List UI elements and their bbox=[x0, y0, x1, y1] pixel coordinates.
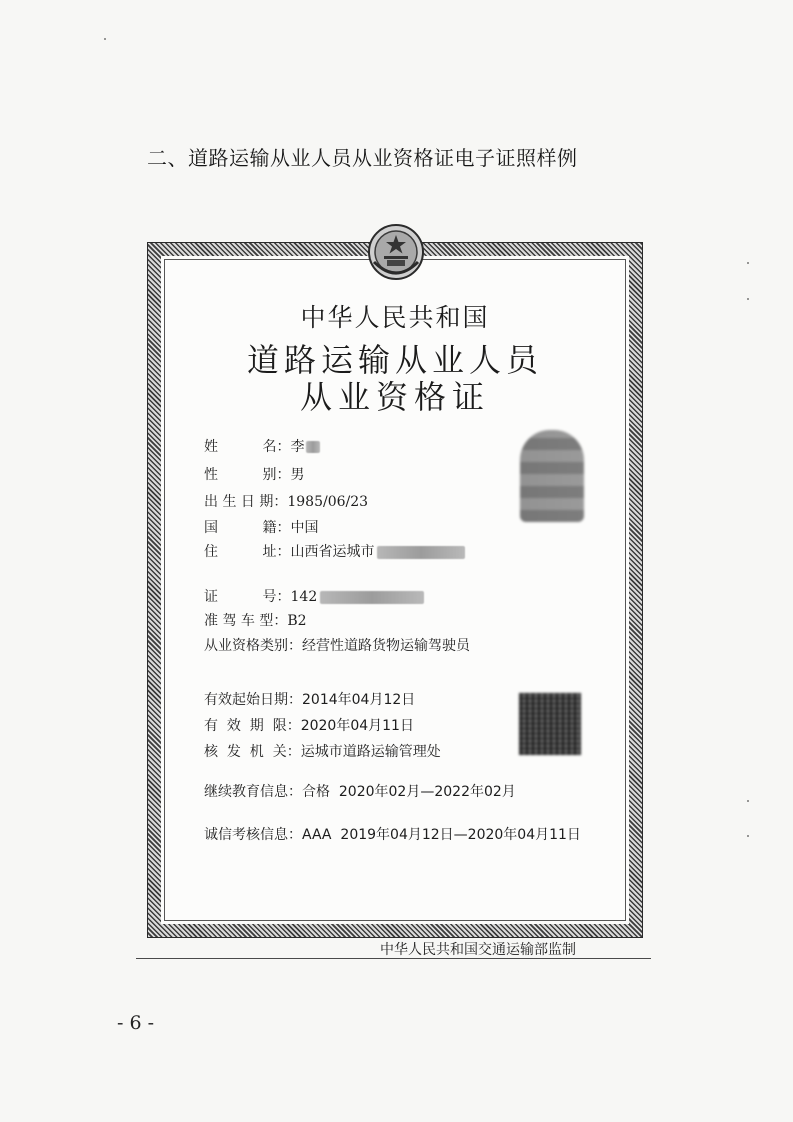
field-birth-date-value: 1985/06/23 bbox=[287, 494, 369, 510]
qr-code bbox=[519, 693, 581, 755]
field-gender-label: 性 别： bbox=[204, 467, 291, 483]
scan-speck bbox=[104, 38, 106, 40]
field-valid-from bbox=[204, 689, 415, 709]
field-vehicle-class bbox=[204, 610, 307, 630]
footer-rule bbox=[136, 958, 651, 959]
field-continuing-education-value: 合格 2020年02月—2022年02月 bbox=[302, 784, 516, 800]
field-name-label: 姓 名： bbox=[204, 439, 291, 455]
field-issuing-authority bbox=[204, 741, 441, 761]
field-nationality-value: 中国 bbox=[290, 520, 319, 536]
holder-photo bbox=[520, 430, 584, 522]
field-valid-from-label: 有效起始日期： bbox=[204, 692, 302, 708]
field-gender bbox=[204, 464, 305, 484]
redaction-mark bbox=[320, 591, 424, 604]
field-continuing-education bbox=[204, 781, 516, 801]
field-birth-date-label: 出 生 日 期： bbox=[204, 494, 288, 510]
field-name-value: 李 bbox=[290, 439, 305, 455]
scan-speck bbox=[747, 262, 749, 264]
field-nationality bbox=[204, 517, 319, 537]
field-valid-until-value: 2020年04月11日 bbox=[300, 718, 414, 734]
certificate-title-main: 道路运输从业人员 bbox=[246, 341, 543, 379]
field-cert-number bbox=[204, 586, 424, 606]
certificate-title-sub: 从业资格证 bbox=[299, 378, 490, 416]
field-qualification-type-label: 从业资格类别： bbox=[204, 638, 302, 654]
field-gender-value: 男 bbox=[290, 467, 305, 483]
field-valid-from-value: 2014年04月12日 bbox=[302, 692, 416, 708]
field-credit-assessment bbox=[204, 824, 581, 844]
field-address-value: 山西省运城市 bbox=[290, 544, 375, 560]
field-cert-number-value: 142 bbox=[290, 589, 318, 605]
field-valid-until-label: 有 效 期 限： bbox=[204, 718, 301, 734]
field-nationality-label: 国 籍： bbox=[204, 520, 291, 536]
field-credit-assessment-label: 诚信考核信息： bbox=[204, 827, 302, 843]
scan-speck bbox=[747, 800, 749, 802]
redaction-mark bbox=[377, 546, 465, 559]
field-continuing-education-label: 继续教育信息： bbox=[204, 784, 302, 800]
footer-note: 中华人民共和国交通运输部监制 bbox=[380, 942, 576, 958]
field-issuing-authority-label: 核 发 机 关： bbox=[204, 744, 301, 760]
certificate-title-country: 中华人民共和国 bbox=[300, 303, 490, 332]
scan-speck bbox=[747, 298, 749, 300]
field-vehicle-class-label: 准 驾 车 型： bbox=[204, 613, 288, 629]
national-emblem-icon bbox=[366, 222, 426, 282]
field-valid-until bbox=[204, 715, 414, 735]
field-issuing-authority-value: 运城市道路运输管理处 bbox=[300, 744, 441, 760]
scan-speck bbox=[747, 835, 749, 837]
page-heading: 二、道路运输从业人员从业资格证电子证照样例 bbox=[147, 146, 578, 170]
field-address bbox=[204, 541, 465, 561]
redaction-mark bbox=[306, 441, 320, 453]
field-vehicle-class-value: B2 bbox=[287, 613, 307, 629]
field-cert-number-label: 证 号： bbox=[204, 589, 291, 605]
field-address-label: 住 址： bbox=[204, 544, 291, 560]
field-name bbox=[204, 436, 320, 456]
field-credit-assessment-value: AAA 2019年04月12日—2020年04月11日 bbox=[302, 827, 581, 843]
field-qualification-type bbox=[204, 635, 470, 655]
field-qualification-type-value: 经营性道路货物运输驾驶员 bbox=[302, 638, 470, 654]
page-number: - 6 - bbox=[117, 1012, 155, 1034]
field-birth-date bbox=[204, 491, 368, 511]
